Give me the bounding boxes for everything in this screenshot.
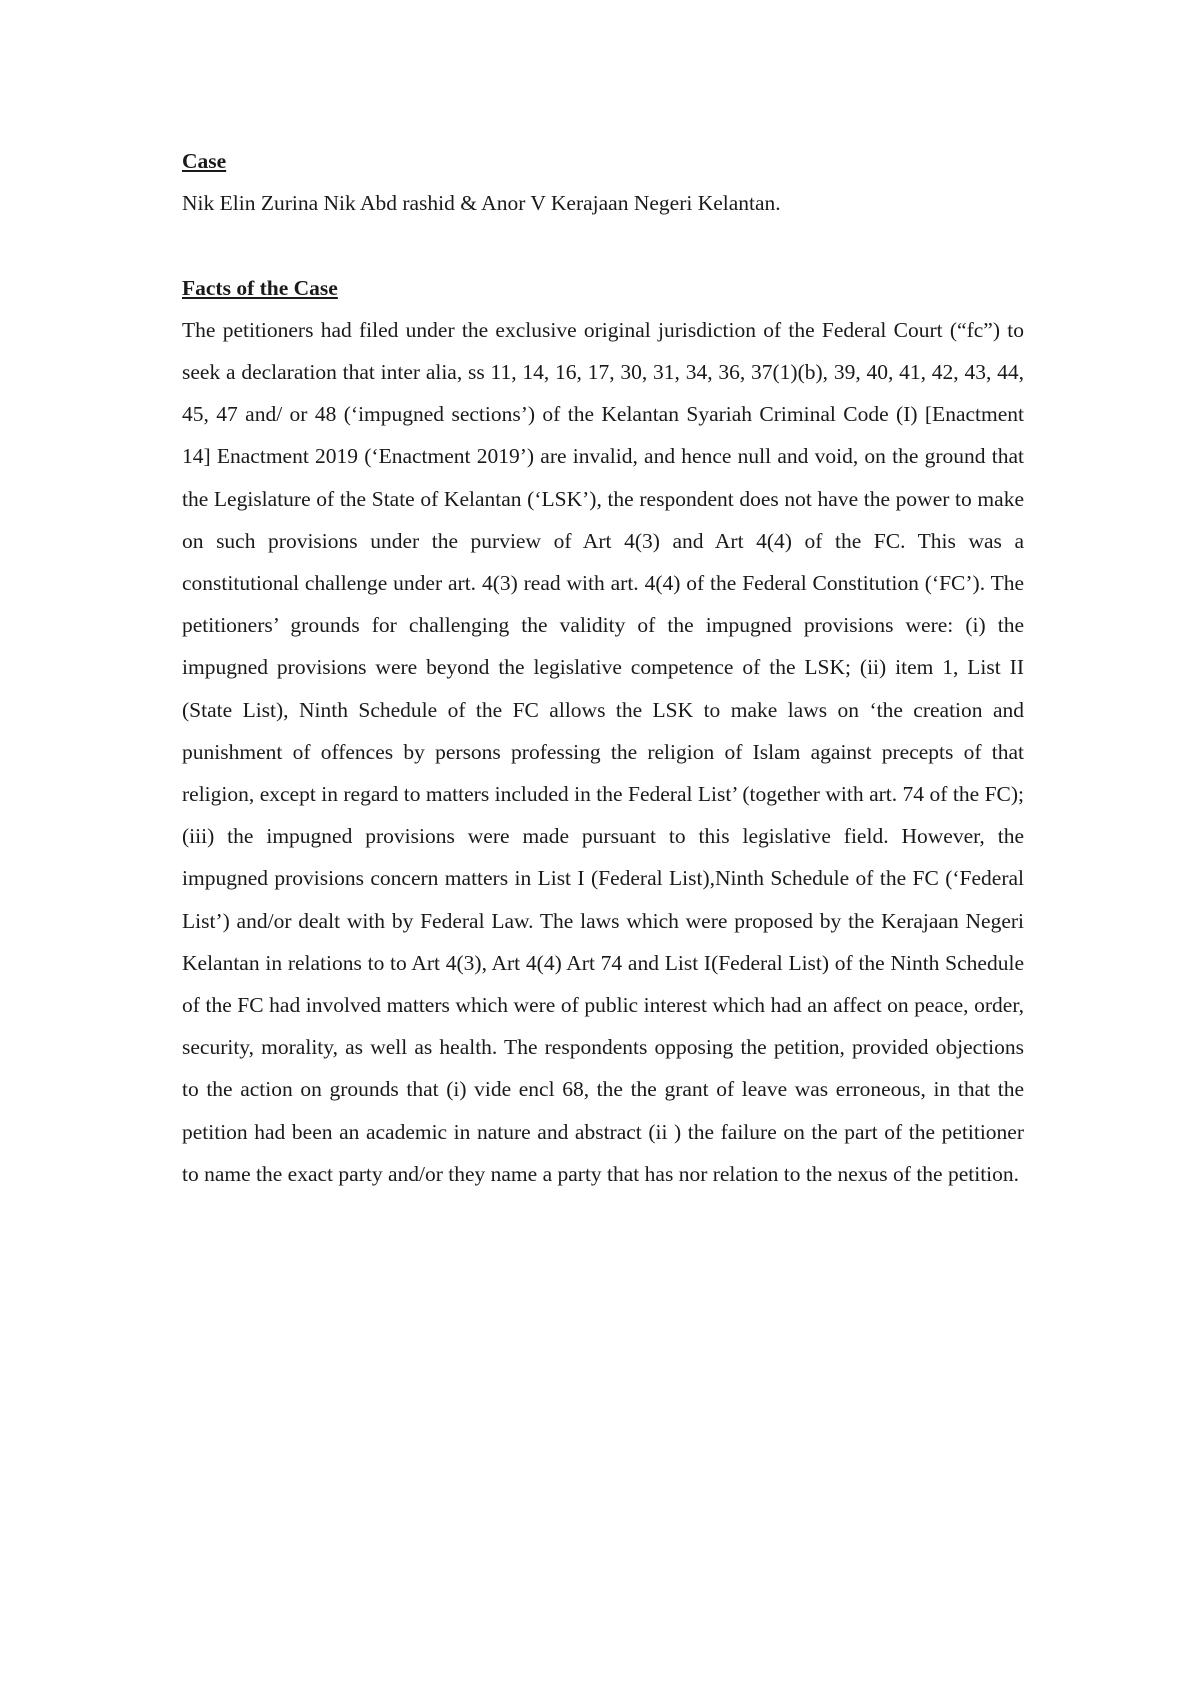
document-content: [182, 140, 1024, 1195]
facts-body: The petitioners had filed under the exclusive original jurisdiction of the Federal Court (“fc”) to seek a declaration that inter alia, ss 11, 14, 16, 17, 30, 31, 34, 36, 37(1)(b), 39, 40, 41, 42, 43, 44, 45, 47 and/ or 48 (‘impugned sections’) of the Kelantan Syariah Criminal Code (I) [Enactment 14] Enactment 2019 (‘Enactment 2019’) are invalid, and hence null and void, on the ground that the Legislature of the State of Kelantan (‘LSK’), the respondent does not have the power to make on such provisions under the purview of Art 4(3) and Art 4(4) of the FC. This was a constitutional challenge under art. 4(3) read with art. 4(4) of the Federal Constitution (‘FC’). The petitioners’ grounds for challenging the validity of the impugned provisions were: (i) the impugned provisions were beyond the legislative competence of the LSK; (ii) item 1, List II (State List), Ninth Schedule of the FC allows the LSK to make laws on ‘the creation and punishment of offences by persons professing the religion of Islam against precepts of that religion, except in regard to matters included in the Federal List’ (together with art. 74 of the FC); (iii) the impugned provisions were made pursuant to this legislative field. However, the impugned provisions concern matters in List I (Federal List),Ninth Schedule of the FC (‘Federal List’) and/or dealt with by Federal Law. The laws which were proposed by the Kerajaan Negeri Kelantan in relations to to Art 4(3), Art 4(4) Art 74 and List I(Federal List) of the Ninth Schedule of the FC had involved matters which were of public interest which had an affect on peace, order, security, morality, as well as health. The respondents opposing the petition, provided objections to the action on grounds that (i) vide encl 68, the the grant of leave was erroneous, in that the petition had been an academic in nature and abstract (ii ) the failure on the part of the petitioner to name the exact party and/or they name a party that has nor relation to the nexus of the petition.: [182, 317, 1024, 1186]
case-heading: Case: [182, 149, 227, 173]
paragraph-spacer: [182, 224, 1024, 266]
facts-heading: Facts of the Case: [182, 275, 338, 300]
case-name: Nik Elin Zurina Nik Abd rashid & Anor V Kerajaan Negeri Kelantan.: [182, 191, 781, 216]
